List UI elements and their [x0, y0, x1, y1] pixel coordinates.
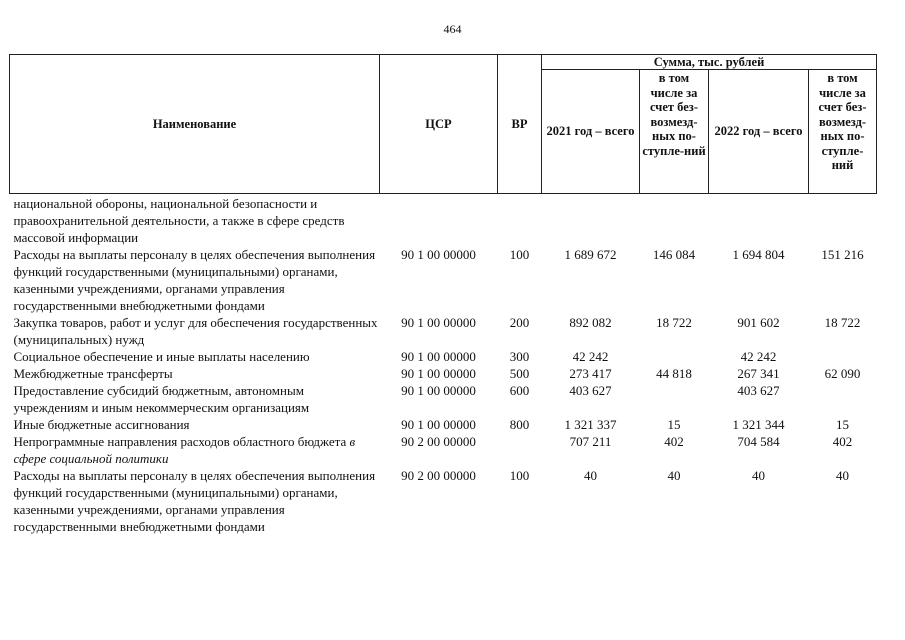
row-vr: 100: [509, 468, 530, 483]
row-free-2022: 151 216: [821, 247, 864, 262]
row-free-2021: [640, 382, 709, 416]
row-total-2021: 42 242: [572, 349, 609, 364]
row-total-2022: 40: [752, 468, 765, 483]
row-csr: 90 1 00 00000: [401, 383, 476, 398]
row-vr: 100: [509, 247, 530, 262]
row-name-italic: в сфере социальной политики: [13, 434, 356, 466]
row-vr: [498, 433, 542, 467]
row-csr: 90 1 00 00000: [401, 247, 476, 262]
header-total-2022: 2022 год – всего: [709, 70, 809, 194]
row-csr: [380, 194, 498, 247]
row-vr: 600: [509, 383, 530, 398]
row-total-2022: 704 584: [737, 434, 780, 449]
row-name: Расходы на выплаты персоналу в целях обеспечения выполнения функций государственными (муниципальными) органами, казенными учреждениями, органами управления государственными внебюджетными фондами: [13, 247, 376, 313]
row-free-2022: 15: [836, 417, 850, 432]
row-total-2021: 707 211: [569, 434, 612, 449]
row-free-2021: 15: [667, 417, 681, 432]
row-name-plain: Непрограммные направления расходов областного бюджета: [13, 434, 350, 449]
table-row: [10, 314, 877, 348]
header-name: Наименование: [10, 55, 380, 194]
header-csr: ЦСР: [380, 55, 498, 194]
row-total-2022: 42 242: [740, 349, 777, 364]
row-total-2021: 403 627: [569, 383, 612, 398]
row-name: [10, 433, 380, 467]
row-total-2021: 1 321 337: [564, 417, 617, 432]
table-row: [10, 416, 877, 433]
page-number: 464: [443, 22, 462, 36]
row-free-2022: [809, 382, 877, 416]
row-free-2022: [809, 348, 877, 365]
row-free-2021: 44 818: [656, 366, 692, 381]
row-free-2021: 18 722: [656, 315, 692, 330]
header-total-2021: 2021 год – всего: [542, 70, 640, 194]
row-total-2022: 901 602: [737, 315, 780, 330]
row-free-2021: 402: [664, 434, 684, 449]
row-free-2021: 146 084: [652, 247, 696, 262]
row-total-2022: 267 341: [737, 366, 780, 381]
row-name: Закупка товаров, работ и услуг для обеспечения государственных (муниципальных) нужд: [13, 315, 378, 347]
header-free-2022: в том числе за счет без-возмезд-ных по-ступле-ний: [809, 70, 877, 194]
row-free-2021: [640, 348, 709, 365]
row-vr: 500: [509, 366, 530, 381]
row-csr: 90 2 00 00000: [401, 468, 476, 483]
row-total-2022: 403 627: [737, 383, 780, 398]
row-free-2022: 40: [836, 468, 850, 483]
header-free-2021: в том числе за счет без-возмезд-ных по-ступле-ний: [640, 70, 709, 194]
row-free-2022: 402: [832, 434, 853, 449]
table-row: [10, 382, 877, 416]
row-total-2022: 1 694 804: [732, 247, 785, 262]
table-row: [10, 348, 877, 365]
budget-table: [9, 54, 877, 535]
row-total-2021: [542, 194, 640, 247]
row-total-2022: 1 321 344: [732, 417, 785, 432]
row-total-2021: 1 689 672: [564, 247, 617, 262]
row-vr: 300: [509, 349, 530, 364]
row-csr: 90 1 00 00000: [401, 349, 476, 364]
header-vr: ВР: [498, 55, 542, 194]
row-free-2021: 40: [667, 468, 681, 483]
row-vr: 200: [509, 315, 530, 330]
row-csr: 90 1 00 00000: [401, 417, 476, 432]
row-name: национальной обороны, национальной безопасности и правоохранительной деятельности, а также в сфере средств массовой информации: [13, 196, 345, 245]
table-row: [10, 246, 877, 314]
table-row: [10, 433, 877, 467]
row-free-2022: 62 090: [824, 366, 861, 381]
row-name: Межбюджетные трансферты: [13, 366, 173, 381]
row-free-2021: [640, 194, 709, 247]
header-sum-group: Сумма, тыс. рублей: [542, 55, 877, 70]
row-free-2022: [809, 194, 877, 247]
row-total-2022: [709, 194, 809, 247]
row-name: Социальное обеспечение и иные выплаты населению: [13, 349, 310, 364]
row-free-2022: 18 722: [824, 315, 861, 330]
table-body: [10, 194, 877, 536]
row-total-2021: 892 082: [569, 315, 612, 330]
row-vr: 800: [509, 417, 530, 432]
row-csr: 90 1 00 00000: [401, 366, 476, 381]
row-vr: [498, 194, 542, 247]
row-name: Расходы на выплаты персоналу в целях обеспечения выполнения функций государственными (муниципальными) органами, казенными учреждениями, органами управления государственными внебюджетными фондами: [13, 468, 376, 534]
row-name: Предоставление субсидий бюджетным, автономным учреждениям и иным некоммерческим организациям: [13, 383, 310, 415]
row-total-2021: 273 417: [569, 366, 612, 381]
table-row: [10, 467, 877, 535]
row-csr: 90 1 00 00000: [401, 315, 476, 330]
row-csr: 90 2 00 00000: [401, 434, 476, 449]
row-total-2021: 40: [584, 468, 597, 483]
table-header: [10, 55, 877, 194]
row-name: Иные бюджетные ассигнования: [13, 417, 190, 432]
table-row: [10, 365, 877, 382]
table-row: [10, 194, 877, 247]
